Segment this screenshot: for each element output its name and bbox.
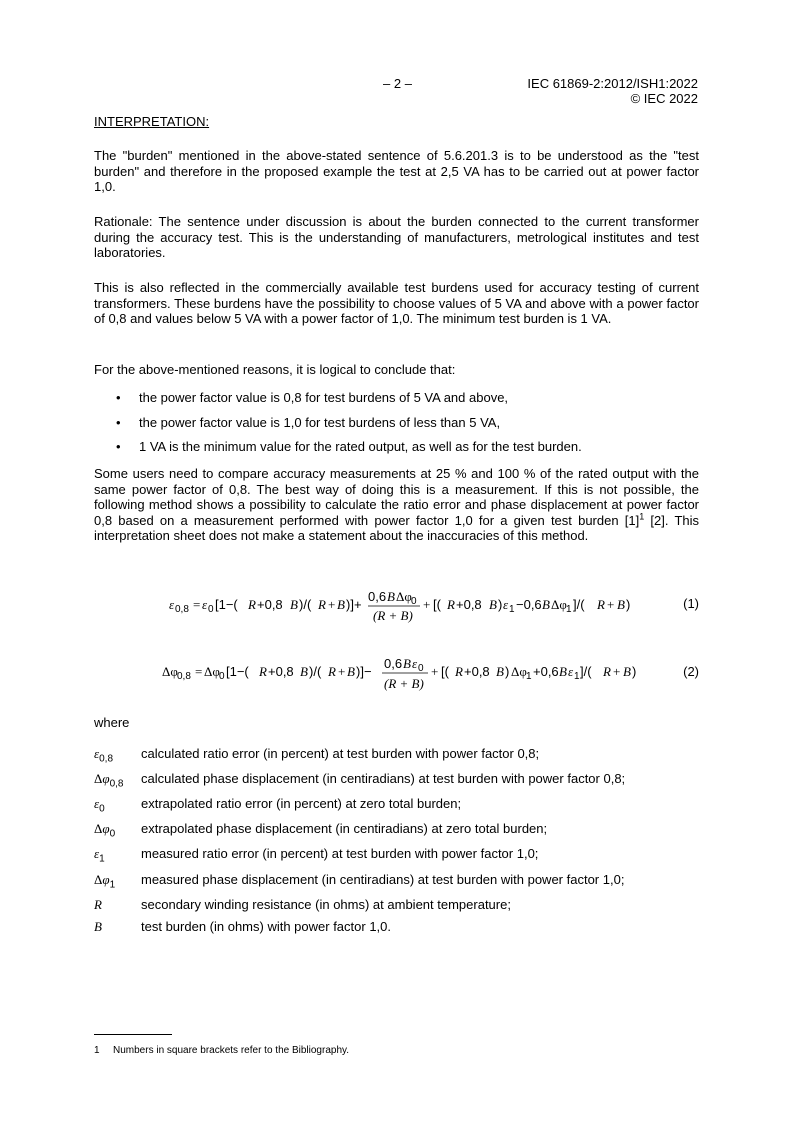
definition-symbol: B [94,919,102,934]
eq-operator: + [328,597,336,612]
paragraph-text: The "burden" mentioned in the above-stated sentence of 5.6.201.3 is to be understood as the "test burden" and therefore in the proposed example the test at 2,5 VA has to be carried out at power factor 1,0. [94,148,699,194]
eq-variable: R [328,664,336,679]
list-item-text: the power factor value is 0,8 for test burdens of 5 VA and above, [139,390,509,405]
eq-symbol: ε [503,597,509,612]
equation-phase-displacement [94,655,699,701]
eq-numerator-coef: 0,6 [384,656,403,671]
eq-denominator: (R + B) [384,676,424,691]
eq-variable: B [496,664,504,679]
eq-symbol: ε [568,664,574,679]
list-item [94,390,699,415]
eq-operator: = [193,597,201,612]
eq-term: ) [498,597,503,612]
eq-symbol: Δφ [511,664,527,679]
equation-number: (1) [683,596,699,611]
definition-text: secondary winding resistance (in ohms) at ambient temperature; [141,897,511,912]
eq-term: [( [433,597,441,612]
eq-denominator: (R + B) [373,608,413,623]
paragraph-method [94,466,699,544]
section-title: INTERPRETATION: [94,114,210,129]
definition-symbol: $\Delta\varphi_{0,8}$ [94,771,124,790]
eq-term: ]/( [580,664,592,679]
definition-row [94,846,699,868]
eq-term: [1−( [215,597,238,612]
eq-variable: B [290,597,298,612]
definition-text: measured ratio error (in percent) at test burden with power factor 1,0; [141,846,539,861]
eq-variable: B [559,664,567,679]
eq-subscript: 0,8 [177,671,191,682]
eq-symbol: Δφ [551,597,567,612]
eq-operator: = [195,664,203,679]
eq-subscript: 1 [509,604,515,615]
eq-variable: R [259,664,267,679]
eq-subscript: 1 [574,671,580,682]
conclusion-list [94,390,699,464]
paragraph-rationale [94,214,699,261]
paragraph-text: This is also reflected in the commercially available test burdens used for accuracy testing of current transformers. These burdens have the possibility to choose values of 5 VA and above with a power factor of 0,8 and values below 5 VA with a power factor of 1,0. The minimum test burden is 1 VA. [94,280,699,326]
eq-variable: R [455,664,463,679]
definition-text: calculated ratio error (in percent) at test burden with power factor 0,8; [141,746,540,761]
eq-variable: B [300,664,308,679]
eq-term: )/( [299,597,312,612]
eq-term: ) [505,664,510,679]
footnote-reference: 1 [639,511,645,522]
definition-text: measured phase displacement (in centiradians) at test burden with power factor 1,0; [141,872,625,887]
eq-term: −0,6 [516,597,542,612]
bullet-icon: • [116,390,121,405]
paragraph-text [94,466,699,544]
eq-variable: R [597,597,605,612]
eq-operator: + [613,664,621,679]
eq-subscript: 0 [219,671,225,682]
definition-row [94,821,699,843]
standard-header [527,76,698,106]
eq-variable: R [447,597,455,612]
eq-term: )]− [356,664,372,679]
footnote-separator [94,1034,172,1035]
definition-symbol: R [94,897,102,912]
list-item-text: 1 VA is the minimum value for the rated output, as well as for the test burden. [139,439,582,454]
paragraph-text: For the above-mentioned reasons, it is logical to conclude that: [94,362,456,377]
definition-symbol: $\varepsilon_1$ [94,846,105,865]
eq-operator: + [338,664,346,679]
definition-symbol: $\Delta\varphi_1$ [94,872,116,891]
copyright-notice: © IEC 2022 [630,91,698,106]
eq-variable: R [248,597,256,612]
bullet-icon: • [116,414,121,430]
eq-numerator-symbol: Δφ [396,589,412,604]
paragraph-burden-definition [94,148,699,195]
eq-term: ) [626,597,631,612]
equation-ratio-error [94,584,699,630]
eq-subscript: 0 [418,663,424,674]
eq-symbol: ε [202,597,208,612]
method-text-after: [2]. This interpretation sheet does not make a statement about the inaccuracies of this method. [94,512,700,543]
footnote-text: Numbers in square brackets refer to the Bibliography. [113,1045,350,1056]
eq-term: ) [632,664,637,679]
where-label: where [94,715,130,730]
eq-term: +0,8 [257,597,283,612]
eq-operator: + [431,664,439,679]
eq-term: +0,8 [456,597,482,612]
footnote [94,1045,349,1056]
paragraph-test-burdens [94,280,699,327]
eq-term: [( [441,664,449,679]
definition-row [94,746,699,768]
paragraph-text: Rationale: The sentence under discussion is about the burden connected to the current transformer during the accuracy test. This is the understanding of manufacturers, metrological institutes and test laboratories. [94,214,699,260]
definition-text: extrapolated ratio error (in percent) at zero total burden; [141,796,462,811]
equation-1-graphic [94,584,699,630]
eq-numerator-var: B [403,656,411,671]
eq-variable: R [603,664,611,679]
eq-variable: R [318,597,326,612]
eq-variable: B [617,597,625,612]
definition-row [94,919,699,941]
eq-variable: B [623,664,631,679]
definition-text: extrapolated phase displacement (in centiradians) at zero total burden; [141,821,548,836]
eq-symbol: ε [169,597,175,612]
standard-reference: IEC 61869-2:2012/ISH1:2022 [527,76,698,91]
list-item [94,415,699,440]
eq-subscript: 1 [566,604,572,615]
eq-subscript: 0,8 [175,604,189,615]
list-item-text: the power factor value is 1,0 for test burdens of less than 5 VA, [139,414,501,430]
list-item [94,439,699,464]
eq-variable: B [347,664,355,679]
footnote-number: 1 [94,1045,100,1056]
eq-symbol: Δφ [204,664,220,679]
eq-term: +0,8 [268,664,294,679]
equation-number: (2) [683,664,699,679]
definition-row [94,897,699,919]
eq-operator: + [607,597,615,612]
eq-numerator-symbol: ε [412,656,418,671]
equation-2-graphic [94,655,699,701]
method-text-before: Some users need to compare accuracy measurements at 25 % and 100 % of the rated output with the same power factor of 0,8. The best way of doing this is a measurement. If this is not possible, the following method shows a possibility to calculate the ratio error and phase displacement at power factor 0,8 based on a measurement performed with power factor 1,0 for a given test burden [1] [94,466,699,528]
definition-text: test burden (in ohms) with power factor 1,0. [141,919,392,934]
bullet-icon: • [116,439,121,454]
eq-term: [1−( [226,664,249,679]
page-number: – 2 – [383,76,412,91]
definition-row [94,872,699,894]
eq-term: )]+ [346,597,362,612]
definition-symbol: $\varepsilon_{0,8}$ [94,746,114,765]
eq-term: ]/( [573,597,585,612]
eq-numerator-var: B [387,589,395,604]
definition-symbol: $\Delta\varphi_0$ [94,821,116,840]
definition-row [94,796,699,818]
eq-subscript: 0 [411,596,417,607]
eq-variable: B [337,597,345,612]
eq-variable: B [542,597,550,612]
definition-text: calculated phase displacement (in centiradians) at test burden with power factor 0,8; [141,771,626,786]
eq-variable: B [489,597,497,612]
eq-subscript: 1 [526,671,532,682]
paragraph-conclusion-intro [94,362,699,378]
eq-operator: + [423,597,431,612]
definition-symbol: $\varepsilon_0$ [94,796,105,815]
definition-row [94,771,699,793]
eq-term: )/( [309,664,322,679]
eq-symbol: Δφ [162,664,178,679]
eq-numerator-coef: 0,6 [368,589,387,604]
eq-term: +0,8 [464,664,490,679]
eq-subscript: 0 [208,604,214,615]
eq-term: +0,6 [533,664,559,679]
